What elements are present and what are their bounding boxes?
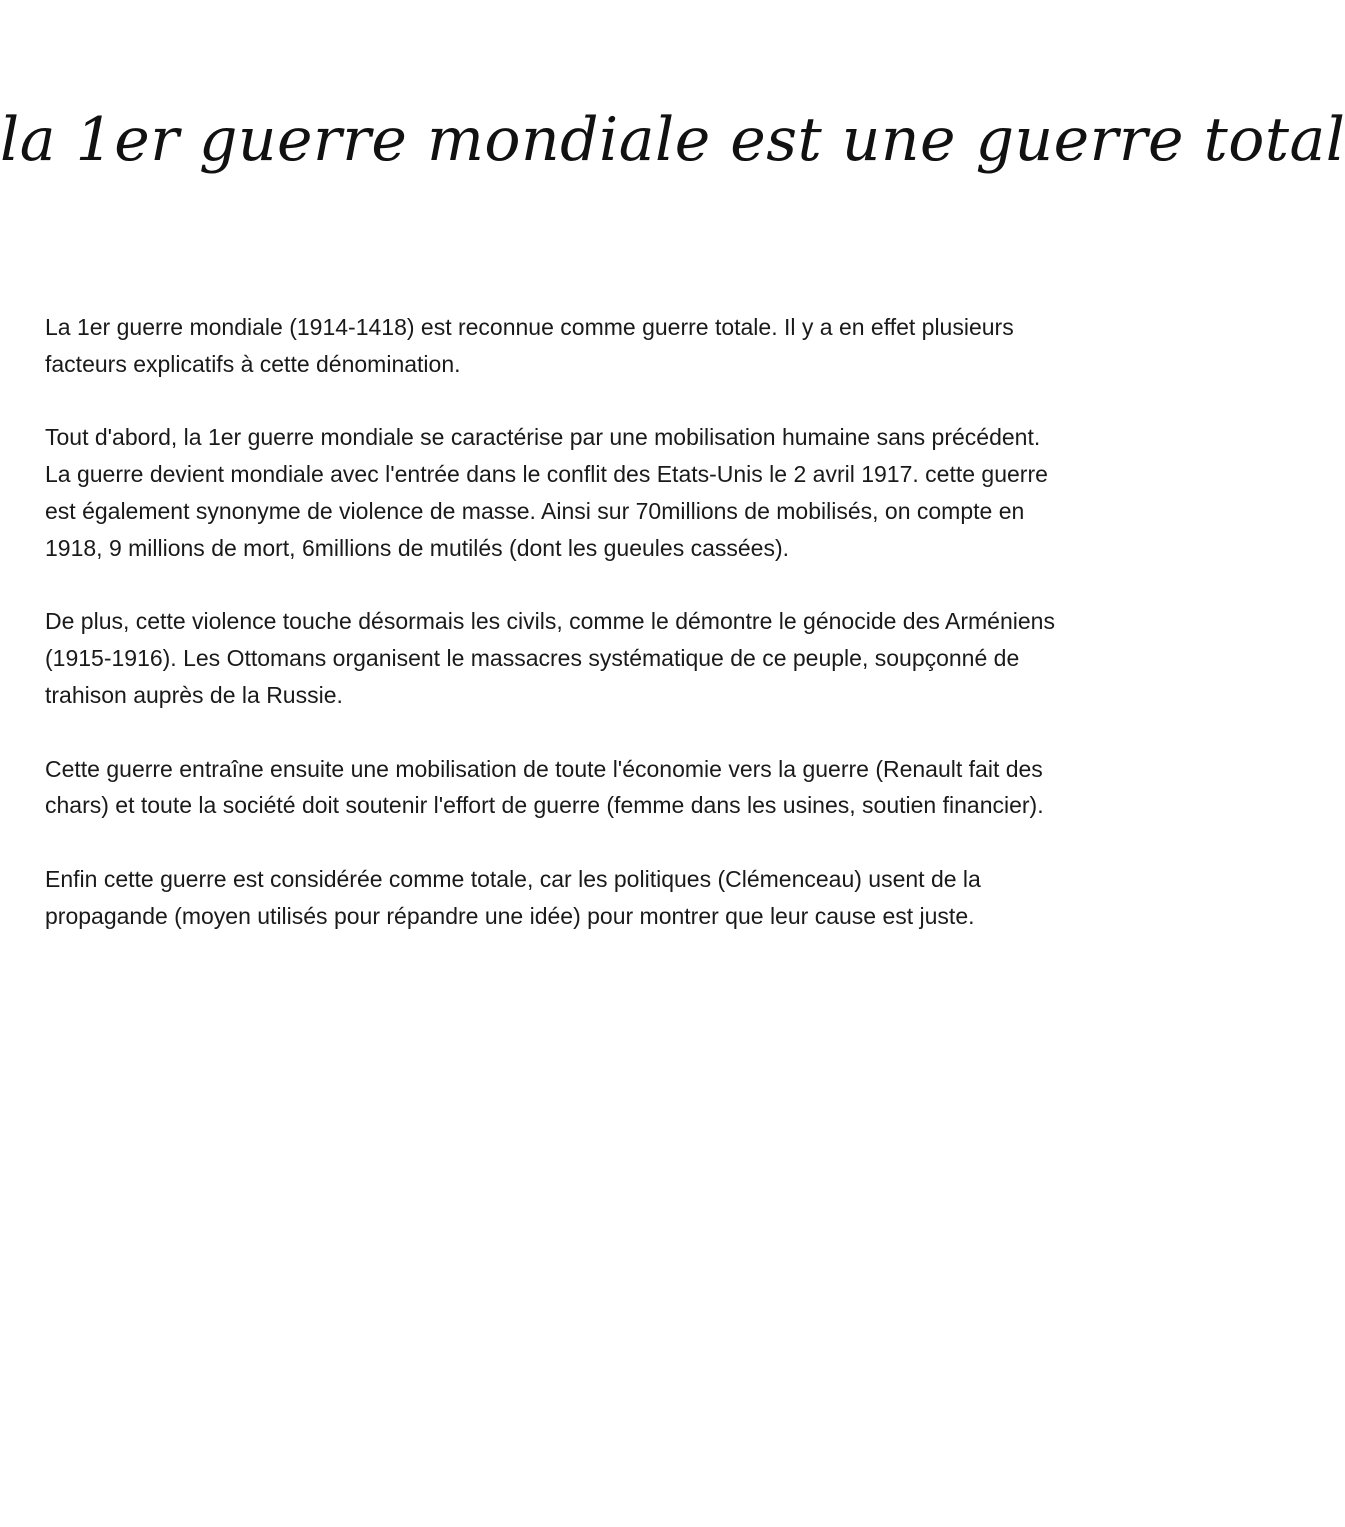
paragraph-propaganda: Enfin cette guerre est considérée comme totale, car les politiques (Clémenceau) usent de la propagande (moyen utilisés pour répandre une idée) pour montrer que leur cause est juste. [45,865,981,929]
paragraph-economic-mobilisation: Cette guerre entraîne ensuite une mobilisation de toute l'économie vers la guerre (Renault fait des chars) et toute la société doit soutenir l'effort de guerre (femme dans les usines, soutien financier). [45,755,1044,819]
handwritten-title: la 1er guerre mondiale est une guerre total [0,105,1345,175]
paragraph-civilian-violence: De plus, cette violence touche désormais les civils, comme le démontre le génocide des Arméniens (1915-1916). Les Ottomans organisent le massacres systématique de ce peuple, soupçonné de trahison auprès de la Russie. [45,608,1055,708]
paragraph-human-mobilisation: Tout d'abord, la 1er guerre mondiale se caractérise par une mobilisation humaine sans précédent. La guerre devient mondiale avec l'entrée dans le conflit des Etats-Unis le 2 avril 1917. cette guerre est également synonyme de violence de masse. Ainsi sur 70millions de mobilisés, on compte en 1918, 9 millions de mort, 6millions de mutilés (dont les gueules cassées). [45,424,1048,561]
document-body [45,309,1060,971]
paragraph-intro: La 1er guerre mondiale (1914-1418) est reconnue comme guerre totale. Il y a en effet plusieurs facteurs explicatifs à cette dénomination. [45,314,1014,377]
